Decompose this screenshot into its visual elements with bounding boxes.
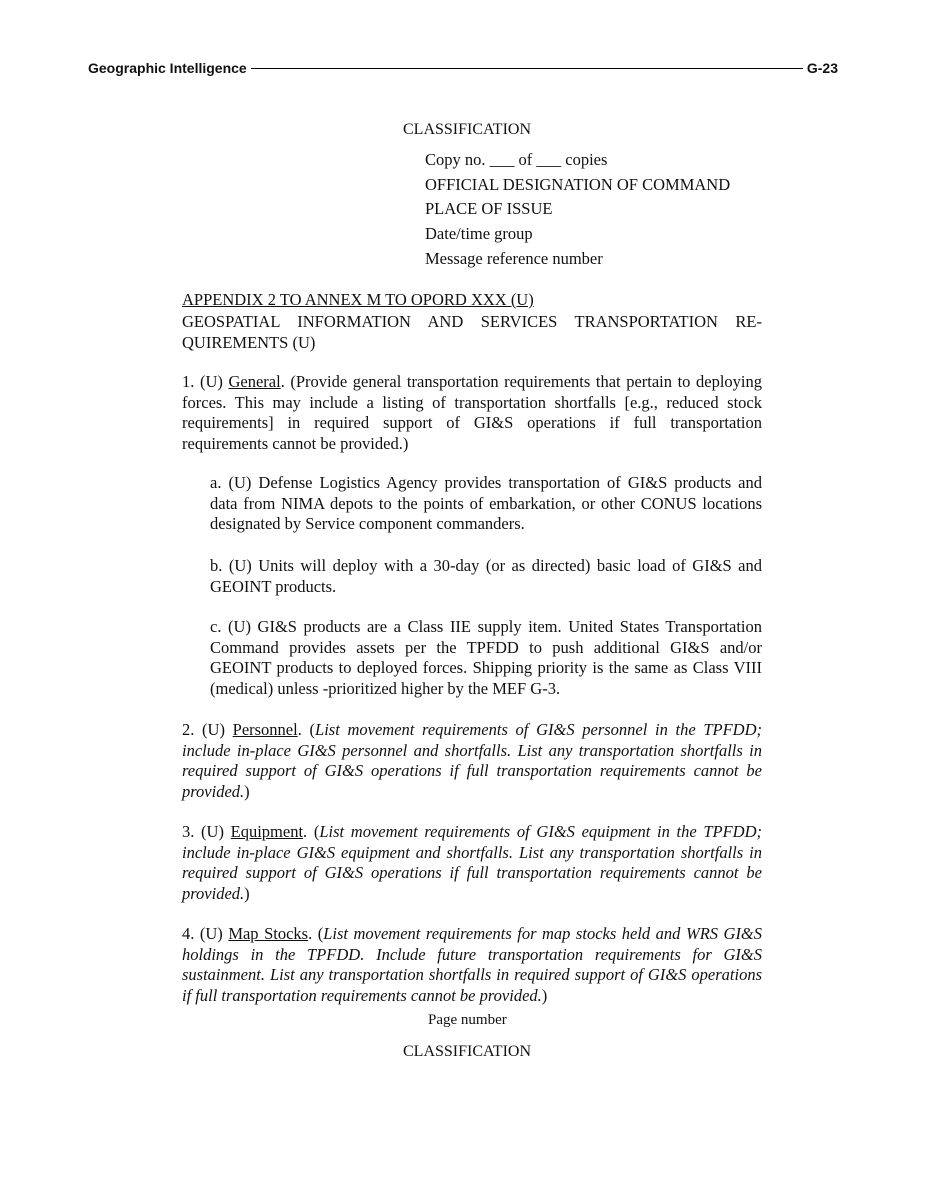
classification-bottom: CLASSIFICATION — [403, 1043, 532, 1060]
place-line: PLACE OF ISSUE — [425, 199, 553, 219]
section-4-heading: Map Stocks — [228, 924, 309, 943]
page-number-label: Page number — [428, 1012, 507, 1028]
header-title: Geographic Intelligence — [88, 60, 247, 76]
command-line: OFFICIAL DESIGNATION OF COMMAND — [425, 174, 731, 194]
section-2-heading: Personnel — [232, 720, 298, 739]
section-1a: a. (U) Defense Logistics Agency provides transportation of GI&S products and data from NIMA depots to the points of embarkation, or other CONUS locations designated by Service component commanders. — [210, 473, 762, 533]
msg-ref-line: Message reference number — [425, 248, 603, 268]
section-1c: c. (U) GI&S products are a Class IIE supply item. United States Transportation Command provides assets per the TPFDD to push additional GI&S and/or GEOINT products to deployed forces. Shipping priority is the same as Class VIII (medical) unless -prioritized higher by the MEF G-3. — [210, 617, 762, 698]
header-page-ref: G-23 — [806, 60, 838, 76]
section-3-heading: Equipment — [230, 822, 304, 841]
running-header — [88, 58, 838, 78]
section-1: 1. (U) General. (Provide general transportation requirements that pertain to deploying forces. This may include a listing of transportation shortfalls [e.g., reduced stock requirements] in required support of GI&S operations if full transportation requirements cannot be provided.) — [182, 372, 763, 453]
dtg-line: Date/time group — [425, 224, 533, 244]
heading-block — [425, 148, 730, 272]
header-rule — [251, 68, 803, 69]
classification-top: CLASSIFICATION — [403, 121, 532, 138]
section-1-heading: General — [228, 372, 281, 391]
section-3: 3. (U) Equipment. (List movement requirements of GI&S equipment in the TPFDD; include in-place GI&S equipment and shortfalls. List any transportation shortfalls in required support of GI&S operations if full transportation requirements cannot be provided.) — [182, 822, 762, 903]
section-4: 4. (U) Map Stocks. (List movement requirements for map stocks held and WRS GI&S holdings in the TPFDD. Include future transportation requirements for GI&S sustainment. List any transportation shortfalls in required support of GI&S operations if full transportation requirements cannot be provided.) — [182, 924, 763, 1005]
appendix-title: APPENDIX 2 TO ANNEX M TO OPORD XXX (U) — [182, 290, 534, 309]
section-2: 2. (U) Personnel. (List movement requirements of GI&S personnel in the TPFDD; include in-place GI&S personnel and shortfalls. List any transportation shortfalls in required support of GI&S operations if full transportation requirements cannot be provided.) — [182, 720, 763, 801]
appendix-subtitle: GEOSPATIAL INFORMATION AND SERVICES TRANSPORTATION RE-QUIREMENTS (U) — [182, 312, 762, 352]
copy-line: Copy no. ___ of ___ copies — [425, 150, 608, 169]
section-1b: b. (U) Units will deploy with a 30-day (or as directed) basic load of GI&S and GEOINT products. — [210, 556, 762, 596]
